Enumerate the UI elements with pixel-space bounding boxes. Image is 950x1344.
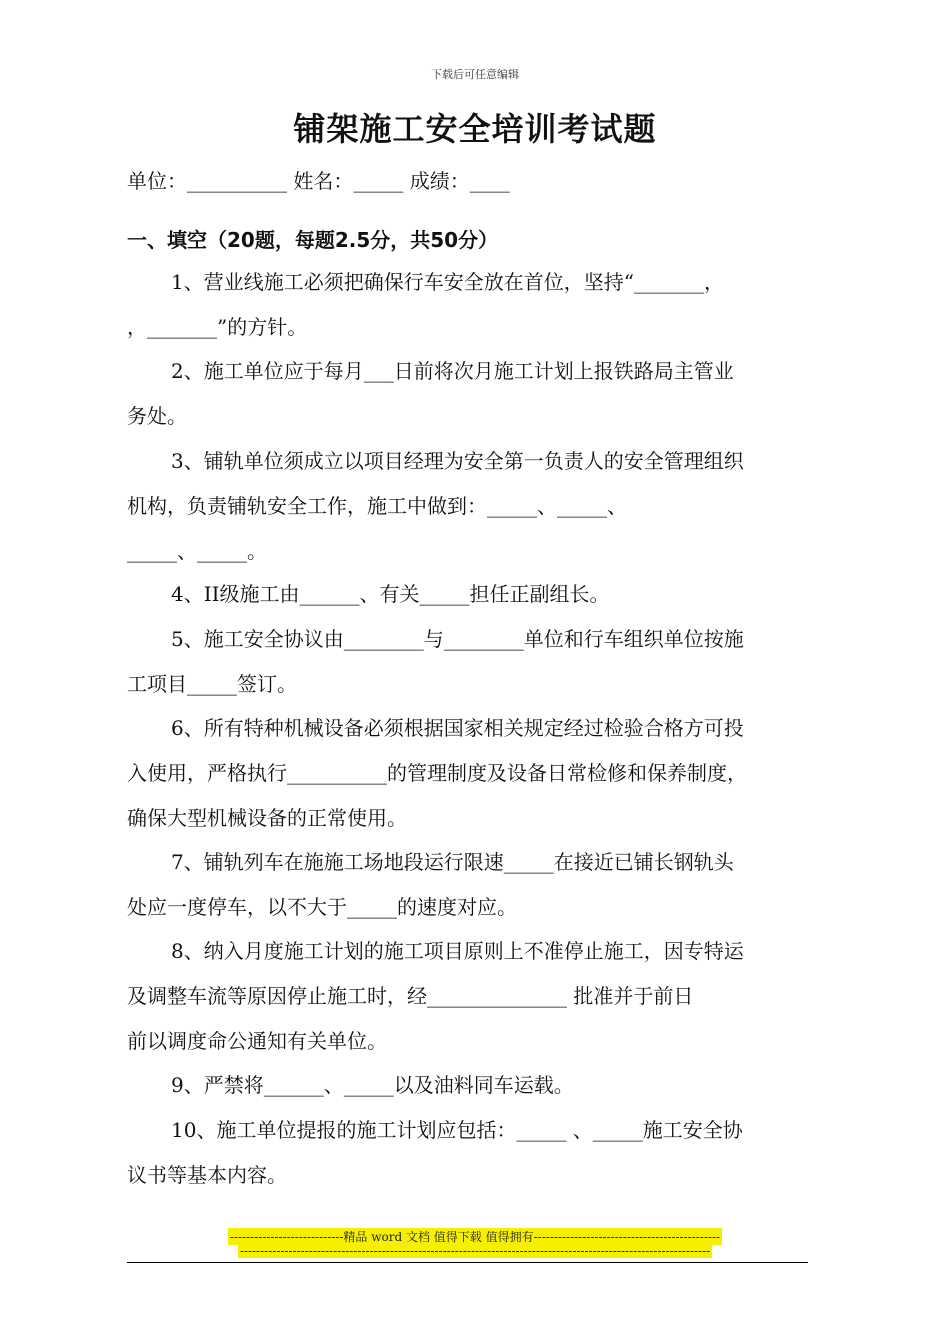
info-row: 单位：__________ 姓名：_____ 成绩：____ — [127, 169, 510, 193]
question-8 — [127, 929, 817, 1064]
question-4 — [127, 572, 817, 617]
question-9 — [127, 1063, 817, 1108]
question-1 — [127, 260, 817, 350]
question-3 — [127, 439, 817, 574]
footer-banner-text: -------------------------------------------------------------------------------------------------------------------- — [239, 1244, 711, 1258]
question-line: 机构，负责铺轨安全工作，施工中做到：_____、_____、 — [127, 494, 627, 518]
question-line: 2、施工单位应于每月___日前将次月施工计划上报铁路局主管业 — [171, 359, 734, 383]
page-title: 铺架施工安全培训考试题 — [293, 110, 657, 148]
footer-banner-text: ----------------------------精品 word 文档 值得下载 值得拥有---------------------------------------------- — [229, 1230, 721, 1244]
question-line: 8、纳入月度施工计划的施工项目原则上不准停止施工，因专特运 — [171, 939, 744, 963]
question-line: 7、铺轨列车在施施工场地段运行限速_____在接近已铺长钢轨头 — [171, 850, 734, 874]
section-heading: 一、填空（20题，每题2.5分，共50分） — [127, 228, 499, 252]
footer-banner-dashes — [0, 1244, 950, 1258]
footer-divider — [127, 1262, 808, 1263]
question-7 — [127, 840, 817, 930]
question-line: 处应一度停车，以不大于_____的速度对应。 — [127, 895, 517, 919]
question-line: 工项目_____签订。 — [127, 672, 297, 696]
question-line: 及调整车流等原因停止施工时，经______________ 批准并于前日 — [127, 984, 694, 1008]
footer-banner — [0, 1228, 950, 1245]
question-5 — [127, 617, 817, 707]
question-line: 9、严禁将______、_____以及油料同车运载。 — [171, 1073, 574, 1097]
question-line: 议书等基本内容。 — [127, 1163, 287, 1187]
header-note: 下载后可任意编辑 — [431, 68, 519, 81]
question-10 — [127, 1108, 817, 1198]
question-line: 5、施工安全协议由________与________单位和行车组织单位按施 — [171, 627, 744, 651]
question-6 — [127, 706, 817, 841]
question-line: 入使用，严格执行__________的管理制度及设备日常检修和保养制度， — [127, 761, 747, 785]
question-line: 3、铺轨单位须成立以项目经理为安全第一负责人的安全管理组织 — [171, 449, 744, 473]
question-line: 1、营业线施工必须把确保行车安全放在首位，坚持“_______， — [171, 270, 724, 294]
question-line: 确保大型机械设备的正常使用。 — [127, 806, 407, 830]
question-line: ，_______”的方针。 — [127, 315, 308, 339]
question-2 — [127, 349, 817, 439]
question-line: 10、施工单位提报的施工计划应包括：_____ 、_____施工安全协 — [171, 1118, 743, 1142]
question-line: _____、_____。 — [127, 539, 267, 563]
question-line: 前以调度命公通知有关单位。 — [127, 1029, 387, 1053]
question-line: 务处。 — [127, 404, 187, 428]
question-line: 6、所有特种机械设备必须根据国家相关规定经过检验合格方可投 — [171, 716, 744, 740]
question-line: 4、II级施工由______、有关_____担任正副组长。 — [171, 582, 610, 606]
